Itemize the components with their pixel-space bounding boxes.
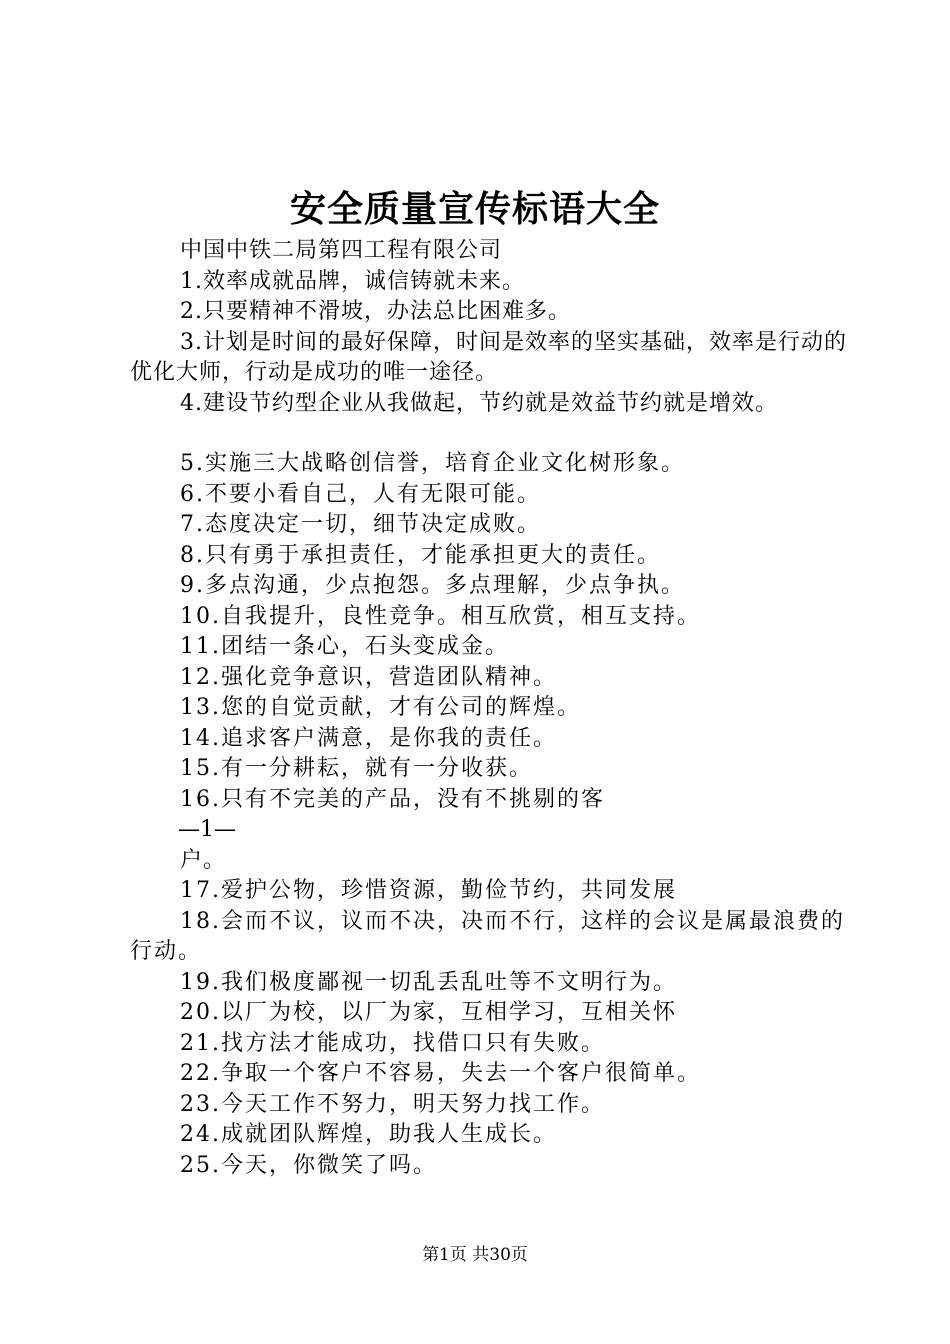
- slogan-item: 8.只有勇于承担责任，才能承担更大的责任。: [180, 542, 661, 568]
- slogan-item: 12.强化竞争意识，营造团队精神。: [180, 664, 557, 690]
- slogan-item: 7.态度决定一切，细节决定成败。: [180, 512, 541, 537]
- slogan-item: 23.今天工作不努力，明天努力找工作。: [180, 1091, 605, 1117]
- slogan-item: 11.团结一条心，石头变成金。: [180, 634, 509, 659]
- slogan-item: 4.建设节约型企业从我做起，节约就是效益节约就是增效。: [180, 390, 778, 416]
- slogan-item: 19.我们极度鄙视一切乱丢乱吐等不文明行为。: [180, 969, 677, 995]
- slogan-item: 13.您的自觉贡献，才有公司的辉煌。: [180, 695, 581, 720]
- slogan-item: 20.以厂为校，以厂为家，互相学习，互相关怀: [180, 1000, 677, 1025]
- company-name: 中国中铁二局第四工程有限公司: [180, 238, 503, 263]
- slogan-continuation: 户。: [180, 847, 227, 873]
- slogan-item: 6.不要小看自己，人有无限可能。: [180, 481, 541, 507]
- slogan-item: 1.效率成就品牌，诚信铸就未来。: [180, 268, 525, 294]
- slogan-item: 16.只有不完美的产品，没有不挑剔的客: [180, 786, 605, 812]
- document-body: [130, 236, 850, 1181]
- slogan-item: 5.实施三大战略创信誉，培育企业文化树形象。: [180, 451, 685, 476]
- slogan-item: 21.找方法才能成功，找借口只有失败。: [180, 1030, 605, 1056]
- slogan-item: 10.自我提升，良性竞争。相互欣赏，相互支持。: [180, 603, 701, 629]
- document-title: 安全质量宣传标语大全: [289, 188, 660, 230]
- slogan-item: 9.多点沟通，少点抱怨。多点理解，少点争执。: [180, 573, 685, 598]
- slogan-item: 18.会而不议，议而不决，决而不行，这样的会议是属最浪费的行动。: [130, 908, 845, 964]
- slogan-item: 3.计划是时间的最好保障，时间是效率的坚实基础，效率是行动的优化大师，行动是成功的唯一途径。: [130, 329, 847, 385]
- page-marker: —1—: [178, 817, 236, 842]
- page-footer: 第1页 共30页: [422, 1245, 528, 1265]
- slogan-item: 15.有一分耕耘，就有一分收获。: [180, 756, 533, 781]
- slogan-item: 2.只要精神不滑坡，办法总比困难多。: [180, 299, 571, 324]
- slogan-item: 25.今天，你微笑了吗。: [180, 1152, 437, 1178]
- slogan-item: 24.成就团队辉煌，助我人生成长。: [180, 1122, 557, 1147]
- paragraph-gap: [130, 419, 850, 449]
- slogan-item: 17.爱护公物，珍惜资源，勤俭节约，共同发展: [180, 878, 677, 903]
- slogan-item: 14.追求客户满意，是你我的责任。: [180, 725, 557, 751]
- slogan-item: 22.争取一个客户不容易，失去一个客户很简单。: [180, 1061, 701, 1086]
